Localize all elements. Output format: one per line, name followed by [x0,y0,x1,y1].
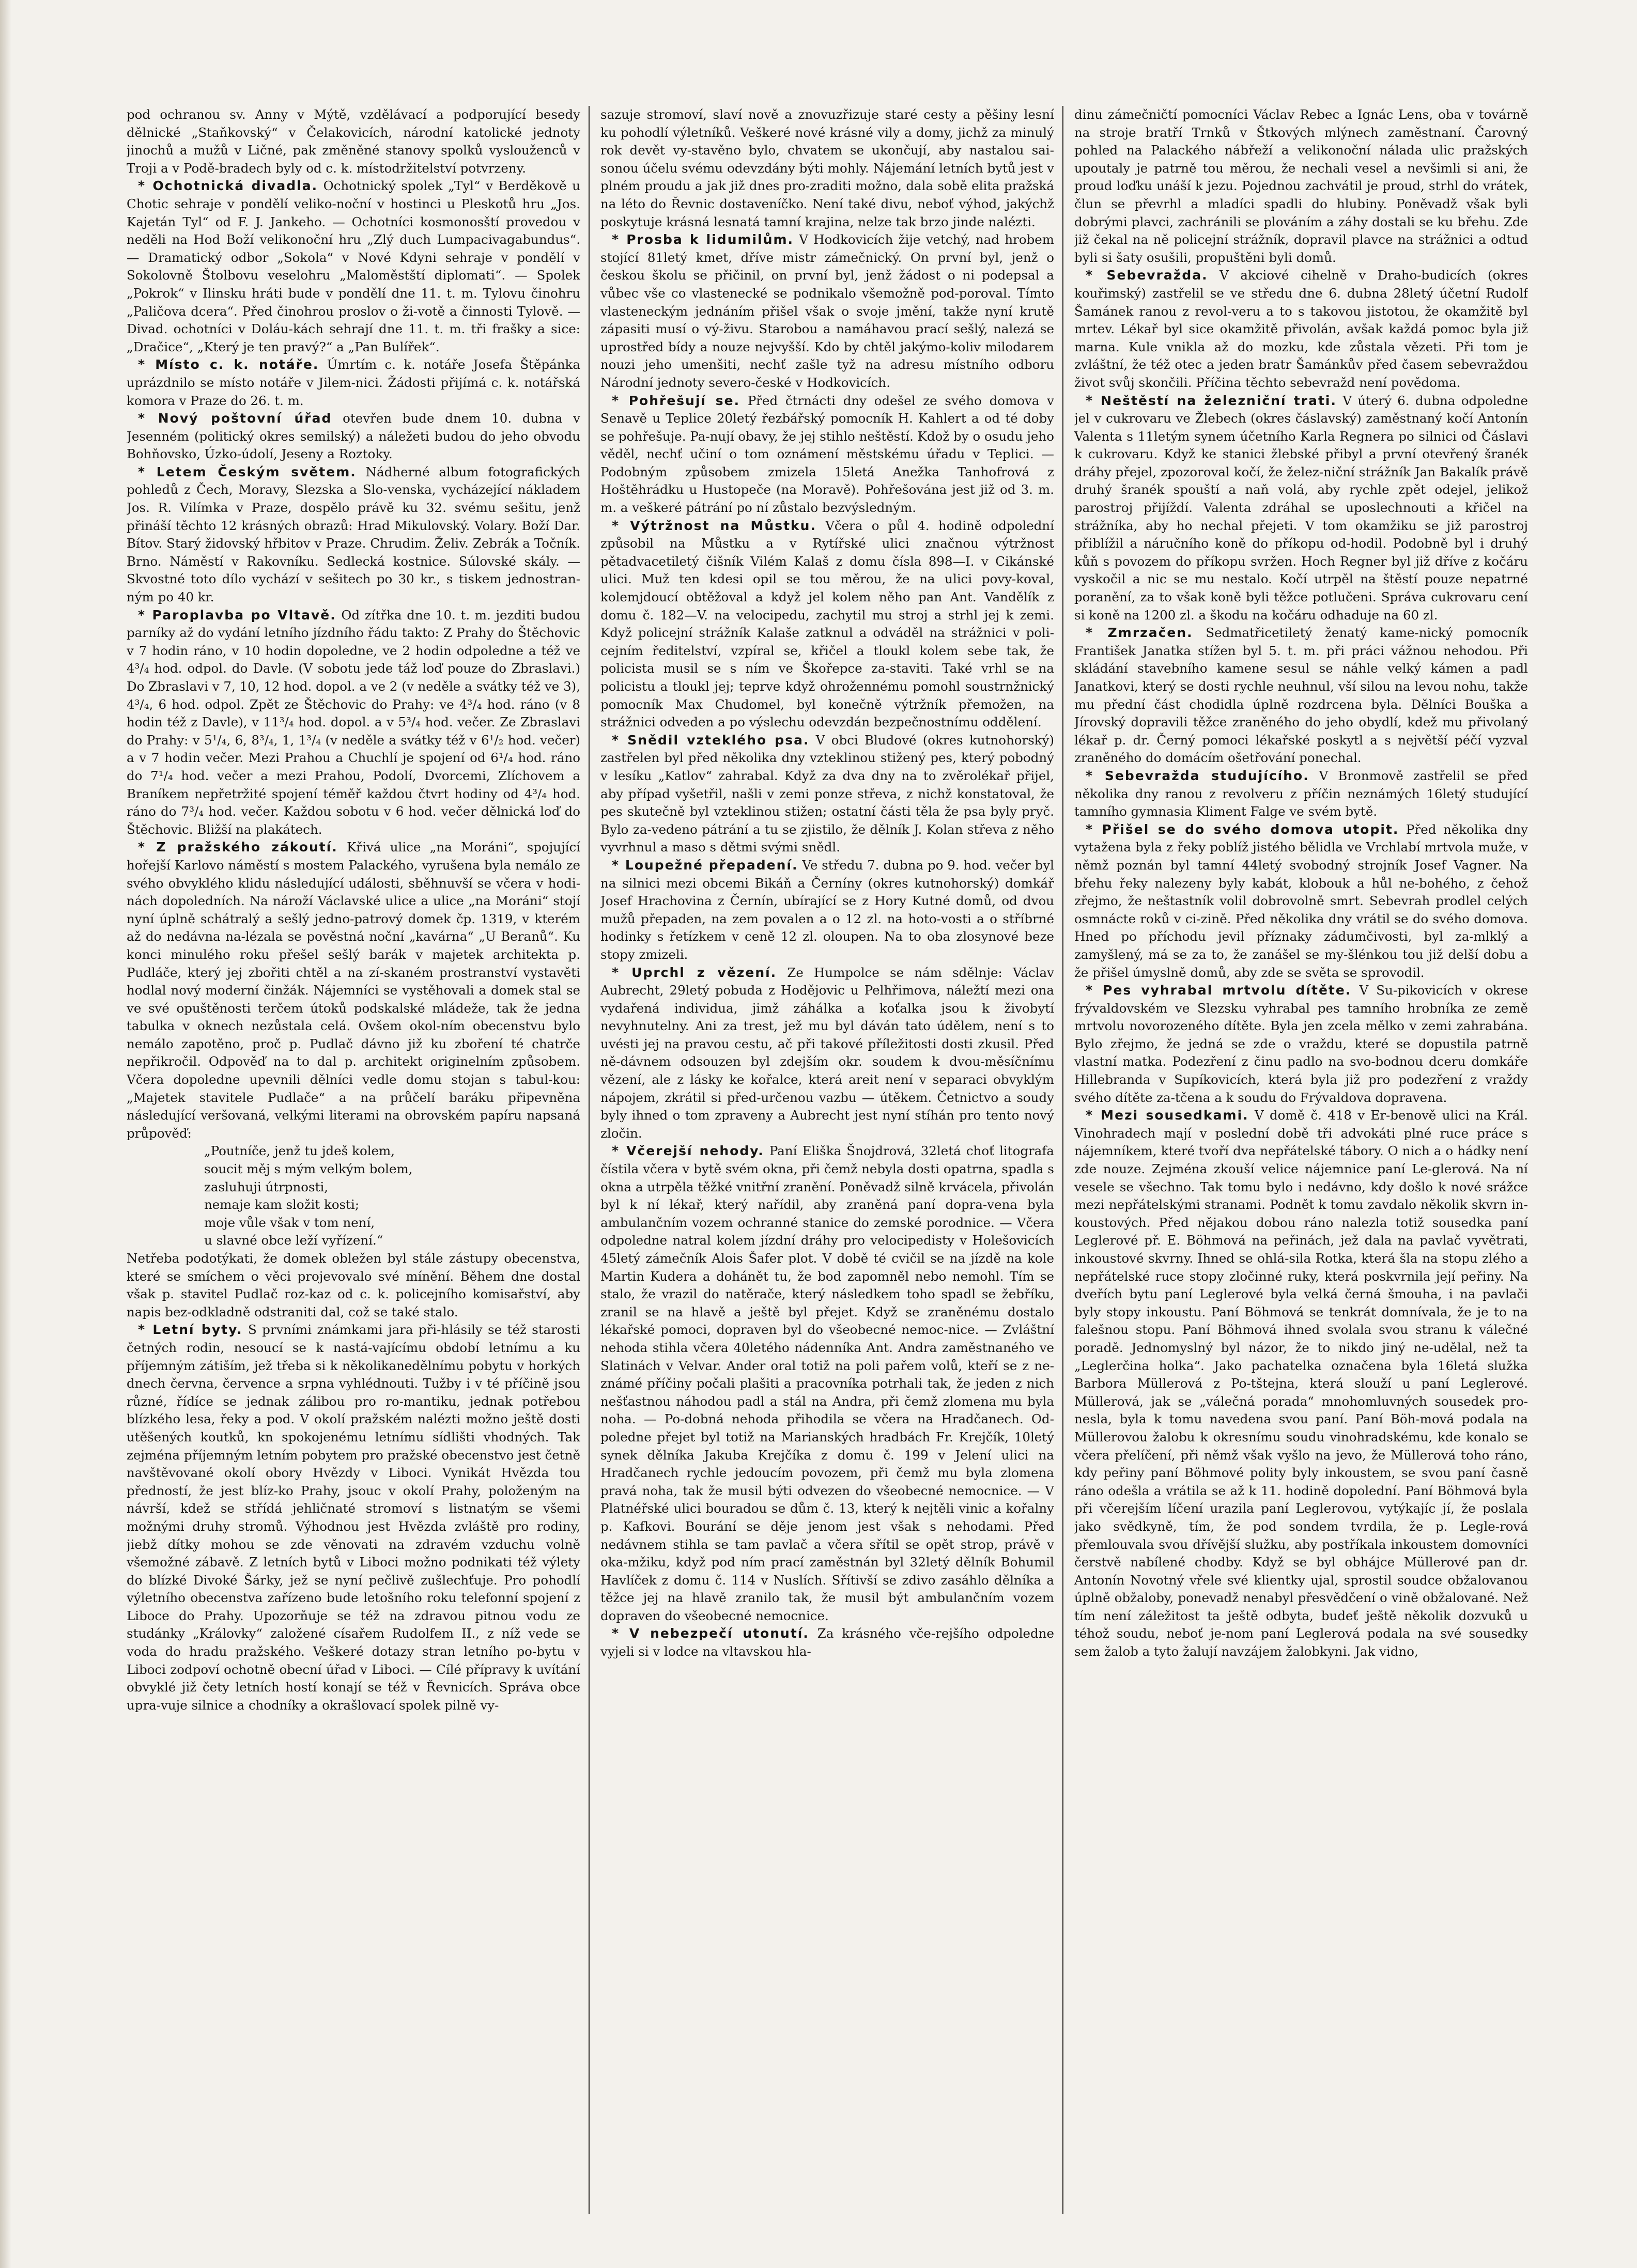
article-text: V úterý 6. dubna odpoledne jel v cukrovaru ve Žlebech (okres čáslavský) zaměstnaný kočí Antonín Valenta s 11letým synem účetního Karla Regnera po silnici od Čáslavi k cukrovaru. Když ke stanici žlebské přibyl a první otevřený šranék dráhy přejel, zpozoroval kočí, že želez-niční strážník Jan Bakalík právě druhý šranék spouští a naň volá, aby rychle zpět odejel, jelikož parostroj přijíždí. Valenta zdráhal se uposlechnouti a křičel na strážníka, aby ho nechal přejeti. V tom okamžiku se již parostroj přiblížil a náručního koně do příkopu od-hodil. Podobně byl i druhý kůň s povozem do příkopu svržen. Hoch Regner byl již dříve z kočáru vyskočil a nic se mu nestalo. Kočí utrpěl na štěstí pouze nepatrné poranění, za to však koně byli těžce potlučeni. Správa cukrovaru cení si koně na 1200 zl. a škodu na kočáru odhaduje na 60 zl. [1074,393,1528,623]
verse-line: „Poutníče, jenž tu jdeš kolem, [204,1143,395,1159]
article-paragraph [1074,1107,1528,1660]
article-paragraph [127,1250,580,1321]
article-heading: * Letní byty. [138,1322,243,1338]
article-heading: * Přišel se do svého domova utopit. [1086,821,1399,837]
article-text: dinu zámečničtí pomocníci Václav Rebec a Ignác Lens, oba v továrně na stroje bratří Trnků v Štkových mlýnech zaměstnaní. Čarovný pohled na Palackého nábřeží a velikonoční nálada ulic pražských upoutaly je patrně tou měrou, že nechali vesel a nevšimli si ani, že proud loďku unáší k jezu. Pojednou zachvátil je proud, strhl do vrátek, člun se převrhl a mladíci spadli do hlubiny. Poněvadž však byli dobrými plavci, zachránili se plováním a záhy dostali se ku břehu. Zde již čekal na ně policejní strážník, dopravil plavce na strážnici a odtud byli si šaty osušili, propuštěni byli domů. [1074,107,1528,265]
article-text: otevřen bude dnem 10. dubna v Jesenném (politický okres semilský) a náležeti budou do jeho obvodu Bohňovsko, Úzko-údolí, Jeseny a Roztoky. [127,411,580,462]
article-paragraph [1074,821,1528,982]
article-paragraph [127,106,580,177]
column-3 [1074,106,1528,2224]
verse-line: moje vůle však v tom není, [204,1215,375,1230]
article-text: Za krásného vče-rejšího odpoledne vyjeli si v lodce na vltavskou hla- [600,1626,1054,1659]
article-paragraph [1074,106,1528,267]
verse-line: zasluhuji útrpnosti, [204,1179,329,1194]
article-text: Netřeba podotýkati, že domek obležen byl stále zástupy obecenstva, které se smíchem o věci projevovalo své mínění. Během dne dostal však p. stavitel Pudlač roz-kaz od c. k. policejního komisařství, aby napis bez-odkladně odstraniti dal, což se také stalo. [127,1251,580,1319]
article-text: Sedmatřicetiletý ženatý kame-nický pomocník František Janatka stížen byl 5. t. m. při práci vážnou nehodou. Při skládání stavebního kamene sesul se náhle velký kámen a padl Janatkovi, který se dosti rychle neuhnul, vší silou na levou nohu, takže mu přední část chodidla úplně rozdrcena byla. Dělníci Bouška a Jírovský dopravili těžce zraněného do jeho obydlí, kdež mu přivolaný lékař p. dr. Černý pomoci lékařské poskytl a s největší péčí vyzval zraněného do domácím ošetřování ponechal. [1074,625,1528,766]
article-heading: * Loupežné přepadení. [612,857,798,873]
article-heading: * Výtržnost na Můstku. [612,518,816,533]
article-paragraph [127,410,580,463]
article-heading: * Mezi sousedkami. [1086,1108,1249,1123]
article-paragraph [600,392,1054,517]
article-text: Úmrtím c. k. notáře Josefa Štěpánka uprázdnilo se místo notáře v Jilem-nici. Žádosti přijímá c. k. notářská komora v Praze do 26. t. m. [127,357,580,408]
article-text: Od zítřka dne 10. t. m. jezditi budou parníky až do vydání letního jízdního řádu takto: Z Prahy do Štěchovic v 7 hodin ráno, v 10 hodin dopoledne, ve 2 hodin odpoledne a též ve 4³/₄ hod. odpol. do Davle. (V sobotu jede táž loď pouze do Zbraslavi.) Do Zbraslavi v 7, 10, 12 hod. dopol. a ve 2 (v neděle a svátky též ve 3), 4³/₄, 6 hod. odpol. Zpět ze Štěchovic do Prahy: ve 4³/₄ hod. ráno (v 8 hodin též z Davle), v 11³/₄ hod. dopol. a v 5³/₄ hod. večer. Ze Zbraslavi do Prahy: v 5¹/₄, 6, 8³/₄, 1, 1³/₄ (v neděle a svátky též v 6¹/₂ hod. večer) a v 7 hodin večer. Mezi Prahou a Chuchlí je spojení od 6¹/₄ hod. ráno do 7¹/₄ hod. večer a mezi Prahou, Podolí, Dvorcemi, Zlíchovem a Braníkem nepřetržité spojení téměř každou čtvrt hodiny od 4³/₄ hod. ráno do 7³/₄ hod. večer. Každou sobotu v 6 hod. večer dělnická loď do Štěchovic. Bližší na plakátech. [127,607,580,837]
article-text: V akciové cihelně v Draho-budicích (okres kouřimský) zastřelil se ve středu dne 6. dubna 28letý účetní Rudolf Šamánek ranou z revol-veru a to s takovou jistotou, že okamžitě byl mrtev. Lékař byl sice okamžitě přivolán, avšak každá pomoc byla již marna. Kule vnikla až do mozku, kde zůstala vězeti. Při tom je zvláštní, že též otec a jeden bratr Šamánkův před časem sebevraždou život svůj skončili. Příčina těchto sebevražd není povědoma. [1074,268,1528,390]
article-text: sazuje stromoví, slaví nově a znovuzřizuje staré cesty a pěšiny lesní ku pohodlí výletníků. Veškeré nové krásné vily a domy, jichž za minulý rok devět vy-stavěno bylo, chvatem se ukončují, aby nastalou sai-sonou účelu svému odevzdány býti mohly. Nájemání letních bytů jest v plném proudu a jak již dnes pro-zraditi možno, dala sobě elita pražská na léto do Řevnic dostaveníčko. Není také divu, neboť výhod, jakýchž poskytuje krásná lesnatá tamní krajina, nelze tak brzo jinde nalézti. [600,107,1054,229]
article-text: V domě č. 418 v Er-benově ulici na Král. Vinohradech mají v poslední době tři advokáti plné ruce práce s nájemníkem, které tvoří dva nepřátelské tábory. O nich a o hádky není zde nouze. Zejména zkouší velice nájemnice paní Le-glerová. Na ní vesele se všechno. Tak tomu bylo i nedávno, kdy došlo k nové srážce mezi nepřátelskými stranami. Podnět k tomu zavdalo několik skvrn in-koustových. Před nějakou dobou ráno nalezla totiž sousedka paní Leglerové př. E. Böhmová na peřinách, jež dala na pavlač vyvětrati, inkoustové skvrny. Ihned se ohlá-sila Rotka, která šla na stopu zlého a nepřátelské ruce stopy zločinné ruky, která poskvrnila její peřiny. Na dveřích bytu paní Leglerové byla velká černá šmouha, i na pavlači byly stopy inkoustu. Paní Böhmová se tenkrát domnívala, že je to na falešnou stopu. Paní Böhmová ihned svolala svou stranu k válečné poradě. Jednomyslný byl názor, že to nikdo jiný ne-udělal, než ta „Leglerčina holka“. Jako pachatelka označena byla 16letá služka Barbora Müllerová z Po-tštejna, která slouží u paní Leglerové. Müllerová, jak se „válečná porada“ mnohomluvných sousedek pro-nesla, byla k tomu navedena svou paní. Paní Böh-mová podala na Müllerovou žalobu k okresnímu soudu vinohradskému, kde konalo se včera přelíčení, při němž však vyšlo na jevo, že Müllerová toho ráno, kdy peřiny paní Böhmové polity byly inkoustem, se svou paní časně ráno odešla a vrátila se až k 11. hodině dopolední. Paní Böhmová byla při včerejším líčení urazila paní Leglerovou, vytýkajíc jí, že poslala jako svědkyně, tím, že pod sondem tvrdila, že p. Legle-rová přemlouvala svou dřívější služku, aby postříkala inkoustem domovníci čerstvě nabílené chodby. Když se byl obhájce Müllerové pan dr. Antonín Novotný vřele své klientky ujal, sprostil soudce obžalovanou úplně obžaloby, ponevadž nenabyl přesvědčení o vině obžalované. Než tím není záležitost ta ještě odbyta, budeť ještě několik dozvuků u téhož soudu, neboť je-nom paní Leglerová podala na své sousedky sem žalob a tyto žalují navzájem žalobkyni. Jak vidno, [1074,1108,1528,1659]
article-paragraph [127,177,580,356]
article-text: S prvními známkami jara při-hlásily se též starosti četných rodin, nesoucí se k nastá-vajícímu období letnímu a ku příjemným zátiším, jež třeba si k několikanedělnímu pobytu v horkých dnech června, července a srpna vyhlédnouti. Tužby i v té příčině jsou různé, řídíce se jednak zálibou pro ro-mantiku, jednak potřebou blízkého lesa, řeky a pod. V okolí pražském nalézti možno ještě dosti utěšených koutků, kn spokojenému letnímu sídlišti vhodných. Tak zejména příjemným letním pobytem pro pražské obecenstvo jest četně navštěvované okolí obory Hvězdy v Liboci. Vynikát Hvězda tou předností, že jest blíz-ko Prahy, jsouc v okolí Prahy, položeným na návrší, kdež se střídá jehličnaté stromoví s listnatým se všemi možnými druhy stromů. Výhodnou jest Hvězda zvláště pro rodiny, jiebž dítky mohou se zde věnovati na zdravém vzduchu volně všemožné zábavě. Z letních bytů v Liboci možno podnikati též výlety do blízké Divoké Šárky, jež se nyní pečlivě zušlechťuje. Pro pohodlí výletního obecenstva zařízeno bude letošního roku telefonní spojení z Liboce do Prahy. Upozorňuje se též na zdravou pitnou vodu ze studánky „Královky“ založené císařem Rudolfem II., z níž vede se voda do hradu pražského. Veškeré dotazy stran letního po-bytu v Liboci zodpoví ochotně obecní úřad v Liboci. — Cílé přípravy k uvítání obvyklé již čety letních hostí konají se též v Řevnicích. Správa obce upra-vuje silnice a chodníky a okrašlovací spolek pilně vy- [127,1322,580,1713]
article-paragraph [600,1625,1054,1660]
article-text: Křivá ulice „na Moráni“, spojující hořejší Karlovo náměstí s mostem Palackého, vyrušena byla nemálo ze svého obvyklého klidu následující události, sběhnuvší se včera v hodi-nách dopoledních. Na nároží Václavské ulice a ulice „na Moráni“ stojí nyní úplně schátralý a sešlý jedno-patrový domek čp. 1319, v kterém až do nedávna na-lézala se pověstná noční „kavárna“ „U Beranů“. Ku konci minulého roku přešel sešlý barák v majetek architekta p. Pudláče, který jej zbořiti chtěl a na zí-skaném prostranství vystavěti hodlal nový moderní činžák. Nájemníci se vystěhovali a domek stal se ve své opuštěnosti terčem útoků podskalské mládeže, tak že jedna tabulka v oknech nezůstala celá. Ovšem okol-ním obecenstvu bylo nemálo zapotěno, proč p. Pudlač dávno již ku zboření té chatrče nepřikročil. Odpověď na to dal p. architekt originelním způsobem. Včera dopoledne upevnili dělníci vedle domu stojan s tabul-kou: „Majetek stavitele Pudlače“ a na průčelí baráku připevněna následující veršovaná, velkými literami na obrovském papíru napsaná průpověď: [127,840,580,1141]
article-text: Ze Humpolce se nám sdělnje: Václav Aubrecht, 29letý pobuda z Hodějovic u Pelhřimova, náležtí mezi ona vydařená individua, jimž záhálka a koťalka jsou k živobytí nevyhnutelny. Ani za trest, jež mu byl dáván tato údělem, není s to uvésti jej na pravou cestu, ač při takové příležitosti dosti zkusil. Před ně-dávnem odsouzen byl zdejším okr. soudem k dvou-měsíčnímu vězení, ale z lásky ke kořalce, která areit není v separaci obvyklým nápojem, zkrátil si před-určenou vazbu — útěkem. Četnictvo a soudy byly ihned o tom zpraveny a Aubrecht jest nyní stíhán pro tento nový zločin. [600,965,1054,1141]
article-paragraph [600,857,1054,964]
article-heading: * Z pražského zákoutí. [138,840,338,855]
newspaper-page [127,106,1528,2224]
article-heading: * V nebezpečí utonutí. [612,1626,809,1641]
article-text: V Bronmově zastřelil se před několika dny ranou z revolveru z příčin neznámých 16letý studující tamního gymnasia Kliment Falge ve svém bytě. [1074,768,1528,819]
article-paragraph [127,463,580,607]
article-heading: * Sebevražda. [1086,268,1208,283]
article-text: Ochotnický spolek „Tyl“ v Berděkově u Chotic sehraje v pondělí veliko-noční v hostinci u Pleskotů hru „Jos. Kajetán Tyl“ od F. J. Jankeho. — Ochotníci kosmonosští provedou v neděli na Hod Boží velikonoční hru „Zlý duch Lumpacivagabundus“. — Dramatický odbor „Sokola“ v Nové Kdyni sehraje v pondělí v Sokolovně Štolbovu veselohru „Maloměstští diplomati“. — Spolek „Pokrok“ v Ilinsku hráti bude v pondělí dne 11. t. m. Tylovu činohru „Paličova dcera“. Před činohrou proslov o ži-votě a činnosti Tylově. — Divad. ochotníci v Doláu-kách sehrají dne 11. t. m. tři frašky a sice: „Dračice“, „Který je ten pravý?“ a „Pan Bulířek“. [127,178,580,354]
article-heading: * Zmrzačen. [1086,625,1193,641]
article-paragraph [127,1321,580,1714]
verse-line: nemaje kam složit kosti; [204,1197,360,1213]
article-text: Paní Eliška Šnojdrová, 32letá choť litografa čístila včera v bytě svém okna, při čemž nebyla dosti opatrna, spadla s okna a utrpěla těžké vnitřní zranění. Poněvadž silně krvácela, přivolán byl k ní lékař, který nařídil, aby zraněná paní dopra-vena byla ambulančním vozem ochranné stanice do zemské porodnice. — Včera odpoledne natral kolem jízdní dráhy pro velocipedisty v Holešovicích 45letý zámečník Alois Šafer plot. V době té cvičil se na jízdě na kole Martin Kudera a dohánět tu, že bod zapomněl nebo nemohl. Tím se stalo, že vrazil do natěrače, který následkem toho spadl se žebříku, zranil se na hlavě a ještě byl přejet. Když se zraněnému dostalo lékařské pomoci, dopraven byl do všeobecné nemoc-nice. — Zvláštní nehoda stihla včera 40letého nádenníka Ant. Andra zaměstnaného ve Slatinách v Velvar. Ander oral totiž na poli pařem volů, kteří se z ne-známé příčiny počali plašiti a pracovníka potrhali tak, že jeden z nich nešťastnou náhodou padl a stál na Andra, při čemž zlomena mu byla noha. — Po-dobná nehoda přihodila se včera na Hradčanech. Od-poledne přejet byl totiž na Marianských hradbách Fr. Krejčík, 10letý synek dělníka Jakuba Krejčíka z domu č. 199 v Jelení ulici na Hradčanech rychle jedoucím povozem, při čemž mu byla zlomena pravá noha, tak že musil býti odvezen do všeobecné nemocnice. — V Platnéřské ulici bouradou se dům č. 13, který k nejtěli vinic a kořalny p. Kafkovi. Bourání se děje jenom jest však s nehodami. Před nedávnem stihla se tam pavlač a včera sřítil se opět strop, právě v oka-mžiku, když pod ním prací zaměstnán byl 32letý dělník Bohumil Havlíček z domu č. 114 v Nuslích. Sřítivší se zdivo zasáhlo dělníka a těžce jej na hlavě zranilo tak, že musil být ambulančním vozem dopraven do všeobecné nemocnice. [600,1143,1054,1623]
article-heading: * Místo c. k. notáře. [138,357,319,372]
article-paragraph [600,517,1054,732]
article-heading: * Včerejší nehody. [612,1143,764,1159]
article-paragraph [600,1142,1054,1625]
article-text: Ve středu 7. dubna po 9. hod. večer byl na silnici mezi obcemi Bikáň a Černíny (okres kutnohorský) domkář Josef Hrachovina z Černín, ubírající se z Hory Kutné domů, od dvou mužů přepaden, na zem povalen a o 12 zl. na hoto-vosti a o stříbrné hodinky s řetízkem v ceně 12 zl. oloupen. Na to oba zlosynové beze stopy zmizeli. [600,857,1054,962]
article-text: Nádherné album fotografických pohledů z Čech, Moravy, Slezska a Slo-venska, vycházející nákladem Jos. R. Vilímka v Praze, dospělo právě ku 32. svému sešitu, jenž přináší těchto 12 krásných obrazů: Hrad Mikulovský. Volary. Boží Dar. Bítov. Starý židovský hřbitov v Praze. Chrudim. Želiv. Zebrák a Točník. Brno. Náměstí v Rakovníku. Sedlecká kostnice. Súlovské skály. — Skvostné toto dílo vychází v sešitech po 30 kr., s tiskem jednostran-ným po 40 kr. [127,464,580,605]
article-paragraph [600,732,1054,857]
page-edge-shadow [0,0,11,2268]
article-heading: * Letem Českým světem. [138,464,357,479]
article-text: Před několika dny vytažena byla z řeky poblíž jistého bělidla ve Vrchlabí mrtvola muže, v němž poznán byl tamní 44letý svobodný strojník Josef Vagner. Na břehu řeky nalezeny byly kabát, klobouk a hůl ne-bohého, z čehož zřejmo, že neštastník volil dobrovolně smrt. Sebevrah prodlel celých osmnácte roků v ci-zině. Před několika dny vrátil se do svého domova. Hned po příchodu jevil příznaky zádumčivosti, byl za-mlklý a zamyšlený, má se za to, že zanášel se my-šlénkou tou již delší dobu a že přišel úmyslně domů, aby zde se světa se sprovodil. [1074,821,1528,980]
article-text: V Su-pikovicích v okrese frývaldovském ve Slezsku vyhrabal pes tamního hrobníka ze země mrtvolu novorozeného dítěte. Byla jen zcela mělko v zemi zahrabána. Bylo zřejmo, že jedná se zde o vraždu, které se dopustila patrně vlastní matka. Podezření z činu padlo na svo-bodnou dceru domkáře Hillebranda v Supíkovicích, která byla již pro podezření z vraždy svého dítěte za-tčena a k soudu do Frývaldova dopravena. [1074,983,1528,1105]
article-paragraph [600,106,1054,231]
article-text: V Hodkovicích žije vetchý, nad hrobem stojící 81letý kmet, dříve mistr zámečnický. On první byl, jenž o českou školu se přičinil, on první byl, jenž žádost o ni podepsal a vůbec vše co vlastenecké se podnikalo všemožně pod-poroval. Tímto vlasteneckým jednáním přišel však o svoje jmění, takže nyní krutě zápasiti musí o vý-živu. Starobou a namáhavou prací sešlý, nalezá se uprostřed bídy a nouze nejvyšší. Kdo by chtěl jakýmo-koliv milodarem nouzi jeho umenšiti, nechť zašle tyž na adresu místního odboru Národní jednoty severo-české v Hodkovicích. [600,232,1054,390]
column-1 [127,106,580,2224]
article-heading: * Ochotnická divadla. [138,178,318,194]
article-heading: * Uprchl z vězení. [612,965,777,980]
article-heading: * Prosba k lidumilům. [612,232,794,247]
article-heading: * Pes vyhrabal mrtvolu dítěte. [1086,983,1352,998]
article-paragraph [1074,982,1528,1107]
article-text: Včera o půl 4. hodině odpolední způsobil na Můstku a v Rytířské ulici značnou výtržnost pětadvacetiletý čišník Vilém Kalaš z domu čísla 898—I. v Cikánské ulici. Muž ten kdesi opil se tou měrou, že na ulici povy-koval, kolemjdoucí obtěžoval a když jel kolem něho pan Ant. Vandělík z domu č. 182—V. na velocipedu, zachytil mu stroj a strhl jej k zemi. Když policejní strážník Kalaše zatknul a odváděl na strážnici v poli-cejním ředitelství, vzpíral se, křičel a tloukl kolem sebe tak, že policista musil se s ním ve Škořepce za-staviti. Také vrhl se na policistu a tloukl jej; teprve když ohrožennému pomohl soustrnžnický pomocník Max Chudomel, byl konečně výtržník přemožen, na strážnici odveden a po výslechu odevzdán bezpečnostnímu oddělení. [600,518,1054,730]
article-heading: * Snědil vzteklého psa. [612,732,810,748]
article-heading: * Nový poštovní úřad [138,411,332,426]
article-heading: * Neštěstí na železniční trati. [1086,393,1337,408]
article-paragraph [127,356,580,410]
verse-line: soucit měj s mým velkým bolem, [204,1161,413,1177]
article-paragraph [1074,267,1528,392]
article-paragraph [600,231,1054,392]
article-paragraph [600,964,1054,1143]
article-paragraph [1074,624,1528,767]
article-text: pod ochranou sv. Anny v Mýtě, vzdělávací a podporující besedy dělnické „Staňkovský“ v Čelakovicích, národní katolické jednoty jinochů a mužů v Ličné, pak změněné stanovy spolků vyslouženců v Troji a v Podě-bradech byly od c. k. místodržitelství potvrzeny. [127,107,580,176]
article-paragraph [1074,392,1528,625]
article-paragraph [1074,767,1528,821]
article-paragraph [127,838,580,1142]
article-text: V obci Bludové (okres kutnohorský) zastřelen byl před několika dny vzteklinou stižený pes, který pobodný v lesíku „Katlov“ zahrabal. Když za dva dny na to zvěrolékař přijel, aby případ vyšetřil, našli v zemi ponze střeva, z nichž konstatoval, že pes skutečně byl vzteklinou stižen; ostatní části těla že psa byly pryč. Bylo za-vedeno pátrání a tu se zjistilo, že dělník J. Kolan střeva z něho vyvrhnul a maso s dětmi svými snědl. [600,732,1054,855]
article-paragraph [127,607,580,839]
article-text: Před čtrnácti dny odešel ze svého domova v Senavě u Teplice 20letý řezbářský pomocník H. Kahlert a od té doby se pohřešuje. Pa-nují obavy, že jej stihlo neštěstí. Kdož by o osudu jeho věděl, nechť učiní o tom oznámení městskému úřadu v Teplici. — Podobným způsobem zmizela 15letá Anežka Tanhofrová z Hoštěhrádku u Hustopeče (na Moravě). Pohřešována jest již od 3. m. m. a veškeré pátrání po ní zůstalo bezvýsledným. [600,393,1054,516]
article-heading: * Paroplavba po Vltavě. [138,607,336,623]
verse-line: u slavné obce leží vyřízení.“ [204,1233,383,1248]
column-2 [600,106,1054,2224]
article-heading: * Sebevražda studujícího. [1086,768,1309,783]
article-heading: * Pohřešují se. [612,393,740,408]
